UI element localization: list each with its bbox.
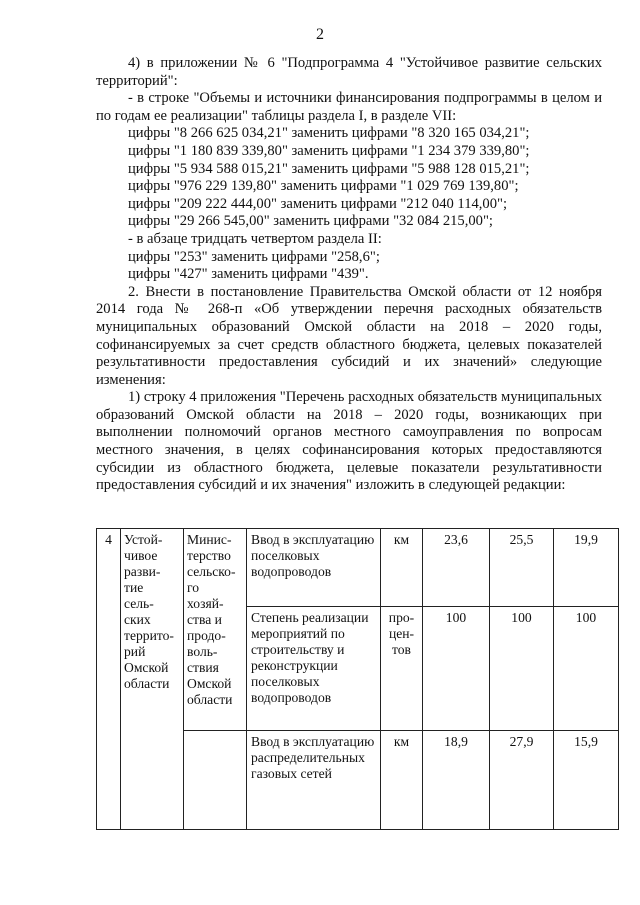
intro-paragraph-1: 4) в приложении № 6 "Подпрограмма 4 "Устойчивое развитие сельских территорий": (96, 55, 602, 89)
cell-line: терство (187, 548, 231, 563)
cell-line: рий (124, 644, 146, 659)
replacement-line: цифры "976 229 139,80" заменить цифрами "1 029 769 139,80"; (128, 178, 519, 195)
cell-line: разви- (124, 564, 161, 579)
cell-line: Омской (124, 660, 169, 675)
unit-cell: км (381, 731, 423, 830)
replacement-line: цифры "5 934 588 015,21" заменить цифрами "5 988 128 015,21"; (128, 160, 530, 177)
cell-line: области (187, 692, 233, 707)
intro-paragraph-2: - в строке "Объемы и источники финансирования подпрограммы в целом и по годам ее реализации" таблицы раздела I, в разделе VII: (96, 90, 602, 124)
value-2020-cell: 100 (554, 607, 619, 731)
ministry-cell (184, 529, 247, 731)
value-2019-cell: 100 (490, 607, 554, 731)
cell-line: Омской (187, 676, 232, 691)
indicator-cell: Степень реализации мероприятий по строительству и реконструкции поселковых водопроводов (247, 607, 381, 731)
page-number: 2 (316, 26, 324, 43)
replacement-line: цифры "253" заменить цифрами "258,6"; (128, 248, 380, 265)
replacement-line: цифры "209 222 444,00" заменить цифрами "212 040 114,00"; (128, 195, 508, 212)
cell-line: ских (124, 612, 151, 627)
replacement-line: цифры "1 180 839 339,80" заменить цифрами "1 234 379 339,80"; (128, 142, 530, 159)
cell-line: сель- (124, 596, 154, 611)
paragraph-3: 1) строку 4 приложения "Перечень расходных обязательств муниципальных образований Омской области на 2018 – 2020 годы, возникающих при выполнении полномочий органов местного самоуправления по вопросам местного значения, в целях софинансирования которых предоставляются субсидии из областного бюджета, целевые показатели результативности предоставления субсидий и их значения" изложить в следующей редакции: (96, 389, 602, 494)
document-body (96, 55, 602, 495)
unit-cell (381, 607, 423, 731)
table-row (97, 529, 619, 607)
cell-line: Минис- (187, 532, 232, 547)
cell-line: цен- (388, 626, 415, 641)
cell-line: области (124, 676, 170, 691)
cell-line: Устой- (124, 532, 163, 547)
replacement-line: цифры "29 266 545,00" заменить цифрами "32 084 215,00"; (128, 213, 493, 230)
obligations-table (96, 528, 619, 830)
value-2018-cell: 23,6 (423, 529, 490, 607)
value-2020-cell: 19,9 (554, 529, 619, 607)
value-2020-cell: 15,9 (554, 731, 619, 830)
ministry-cell-empty (184, 731, 247, 830)
cell-line: террито- (124, 628, 174, 643)
cell-line: воль- (187, 644, 218, 659)
value-2019-cell: 27,9 (490, 731, 554, 830)
cell-line: тов (392, 642, 411, 657)
cell-line: продо- (187, 628, 226, 643)
value-2018-cell: 100 (423, 607, 490, 731)
indicator-cell: Ввод в эксплуатацию распределительных газовых сетей (247, 731, 381, 830)
replacement-line: цифры "8 266 625 034,21" заменить цифрами "8 320 165 034,21"; (128, 125, 530, 142)
value-2019-cell: 25,5 (490, 529, 554, 607)
cell-line: тие (124, 580, 144, 595)
replacement-line: - в абзаце тридцать четвертом раздела II: (128, 230, 382, 247)
indicator-cell: Ввод в эксплуатацию поселковых водопроводов (247, 529, 381, 607)
cell-line: чивое (124, 548, 158, 563)
cell-line: про- (388, 610, 415, 625)
cell-line: го (187, 580, 200, 595)
value-2018-cell: 18,9 (423, 731, 490, 830)
cell-line: ства и (187, 612, 222, 627)
cell-line: сельско- (187, 564, 236, 579)
replacement-line: цифры "427" заменить цифрами "439". (128, 266, 369, 283)
obligation-cell (121, 529, 184, 830)
paragraph-2: 2. Внести в постановление Правительства Омской области от 12 ноября 2014 года № 268-п «Об утверждении перечня расходных обязательств муниципальных образований Омской области на 2018 – 2020 годы, софинансируемых за счет средств областного бюджета, целевых показателей результативности предоставления субсидий и их значений» следующие изменения: (96, 283, 602, 388)
cell-line: ствия (187, 660, 219, 675)
unit-cell: км (381, 529, 423, 607)
cell-line: хозяй- (187, 596, 224, 611)
row-number-cell: 4 (97, 529, 121, 830)
